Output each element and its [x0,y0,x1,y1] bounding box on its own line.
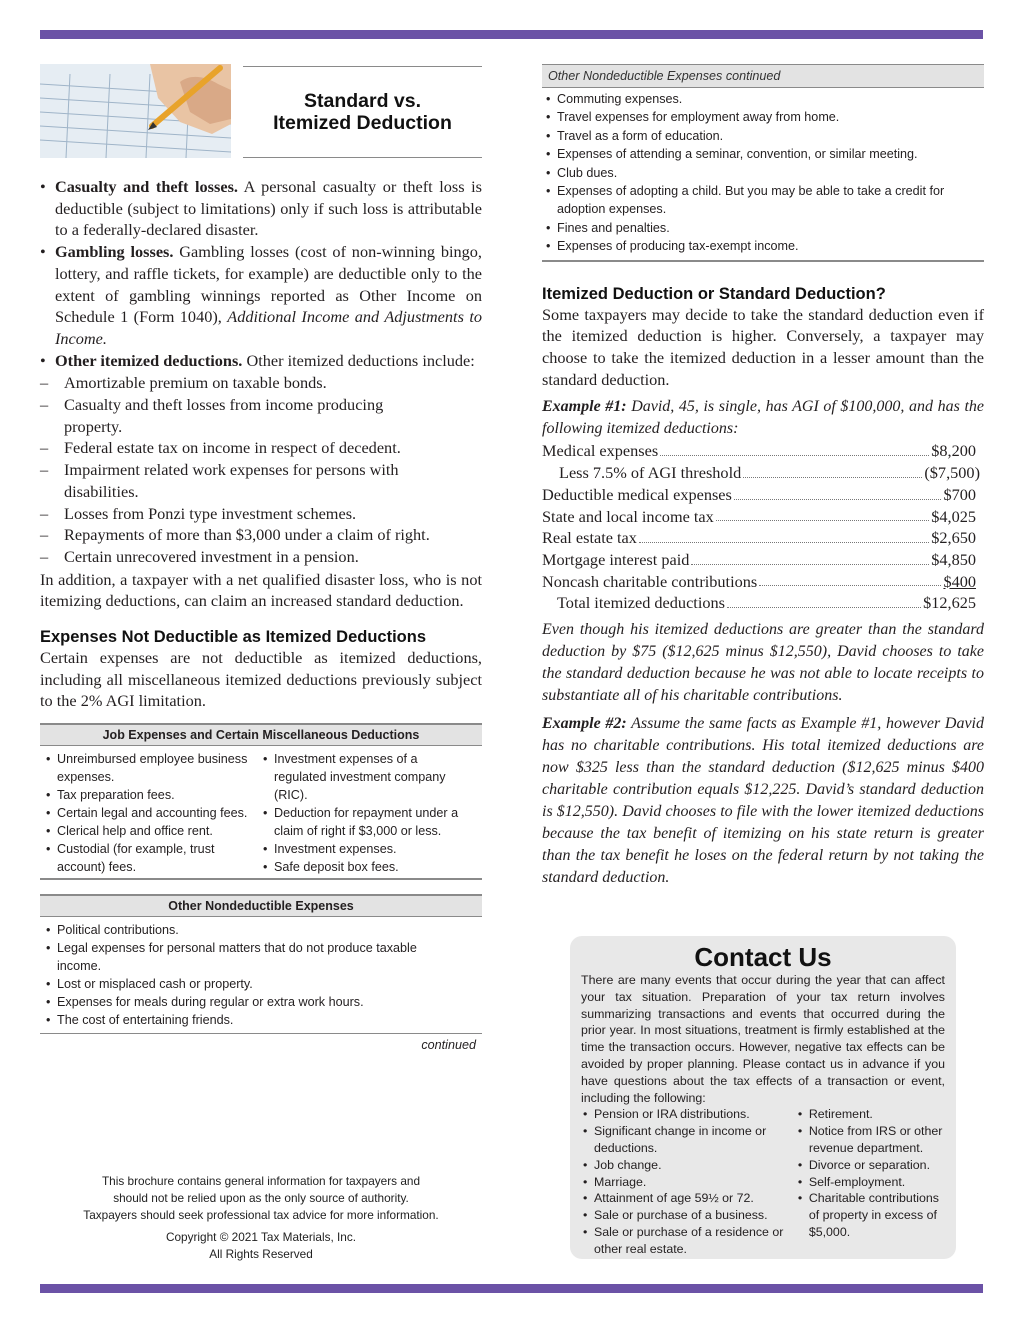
bullet-casualty [40,176,482,241]
list-item: • Expenses of producing tax-exempt income. [544,237,982,255]
not-deductible-heading: Expenses Not Deductible as Itemized Deductions [40,628,427,647]
leader-dots [639,527,929,543]
pencil-form-illustration [40,64,231,158]
not-deductible-paragraph: Certain expenses are not deductible as itemized deductions, including all miscellaneous itemized deductions previously subject to the 2% AGI limitation. [40,648,482,711]
list-item: • Investment expenses of a regulated investment company (RIC). [261,750,451,804]
figure-row [542,549,976,571]
list-item: • Tax preparation fees. [44,786,261,804]
list-item: • Expenses for meals during regular or extra work hours. [44,993,478,1011]
figures-table [542,440,980,614]
leader-dots [660,440,929,456]
continued-list [544,90,982,256]
figure-label: Real estate tax [542,528,637,548]
list-item: – Casualty and theft losses from income producing property. [40,394,440,437]
figure-label: Medical expenses [542,441,659,461]
list-item: • Safe deposit box fees. [261,858,478,876]
list-item: – Impairment related work expenses for persons with disabilities. [40,459,460,502]
figure-row [542,527,976,549]
figure-value: $700 [943,484,976,504]
list-item: • Sale or purchase of a residence or other real estate. [581,1224,786,1258]
figure-label: Less 7.5% of AGI threshold [559,463,742,483]
list-item: • Travel as a form of education. [544,127,982,145]
disclaimer-line-3: Taxpayers should seek professional tax advice for more information. [83,1208,439,1222]
header-rule-bottom [243,157,482,158]
disclaimer-line-2: should not be relied upon as the only source of authority. [113,1191,409,1205]
list-item: • Club dues. [544,164,982,182]
list-item: • Expenses of attending a seminar, convention, or similar meeting. [544,145,982,163]
example-1-text: David, 45, is single, has AGI of $100,000, and has the following itemized deductions: [542,398,984,438]
list-item: • Self-employment. [796,1174,945,1191]
figure-label: Total itemized deductions [557,593,725,613]
list-item: • Marriage. [581,1174,796,1191]
top-accent-bar [40,30,983,39]
list-item: – Amortizable premium on taxable bonds. [40,372,482,394]
disclaimer-line-1: This brochure contains general information for taxpayers and [101,1174,421,1188]
job-expenses-box-title: Job Expenses and Certain Miscellaneous Deductions [40,725,482,746]
copyright [40,1229,482,1263]
contact-us-box [570,936,956,1259]
list-item: • Expenses of adopting a child. But you may be able to take a credit for adoption expenses. [544,182,974,219]
job-expenses-box-body [40,746,482,878]
list-item: • Custodial (for example, trust account) fees. [44,840,234,876]
deduction-bullets [40,176,482,371]
figure-value: ($7,500) [924,463,980,483]
leader-dots [743,462,922,478]
page-title-line-2: Itemized Deduction [273,112,452,134]
bullet-gambling-label: Gambling losses. [55,242,174,262]
pencil-form-image [40,64,231,158]
list-item: – Certain unrecovered investment in a pension. [40,546,482,568]
leader-dots [716,506,929,522]
list-item: • Unreimbursed employee business expenses. [44,750,249,786]
job-expenses-col-2 [261,750,478,876]
continued-label: continued [40,1033,482,1056]
bottom-accent-bar [40,1284,983,1293]
example-2-label: Example #2: [542,715,627,733]
list-item: • Pension or IRA distributions. [581,1106,796,1123]
bullet-casualty-label: Casualty and theft losses. [55,177,238,196]
other-nondeductible-box [40,894,482,1056]
list-item: • Sale or purchase of a business. [581,1207,796,1224]
leader-dots [691,549,929,565]
bullet-other-label: Other itemized deductions. [55,350,243,370]
list-item: • Divorce or separation. [796,1157,945,1174]
page-header [40,64,482,159]
job-expenses-col-1 [44,750,261,876]
other-nondeductible-list [44,921,478,1029]
continued-box-body [542,88,984,260]
figure-row [542,440,976,462]
leader-dots [759,571,941,587]
leader-dots [734,484,942,500]
page-title-line-1: Standard vs. [303,90,422,112]
figure-value: $4,025 [931,506,976,526]
right-column [542,64,984,889]
list-item: • Lost or misplaced cash or property. [44,975,478,993]
bullet-other-text: Other itemized deductions include: [242,350,475,370]
figure-value: $8,200 [931,441,976,461]
list-item: • Retirement. [796,1106,945,1123]
example-1 [542,396,984,440]
list-item: • Deduction for repayment under a claim of right if $3,000 or less. [261,804,478,840]
list-item: • Clerical help and office rent. [44,822,261,840]
figure-value: $400 [943,571,976,591]
figure-label: Mortgage interest paid [542,549,690,569]
list-item: • Certain legal and accounting fees. [44,804,261,822]
example-1-label: Example #1: [542,398,627,416]
figure-value: $2,650 [931,528,976,548]
continued-box-title: Other Nondeductible Expenses continued [542,64,984,88]
continued-box [542,64,984,262]
figure-row [542,571,976,593]
figure-label: State and local income tax [542,506,714,526]
figure-row [542,506,976,528]
figure-value: $4,850 [931,549,976,569]
figure-row-total [542,592,976,614]
list-item: • Travel expenses for employment away from home. [544,108,982,126]
rights-line: All Rights Reserved [209,1247,313,1261]
figure-value: $12,625 [923,593,976,613]
list-item: – Federal estate tax on income in respect of decedent. [40,437,482,459]
example-2 [542,713,984,889]
list-item: – Repayments of more than $3,000 under a claim of right. [40,524,482,546]
bullet-casualty-text: A personal casualty or theft loss is deductible (subject to limitations) only if such loss is attributable to a federally-declared disaster. [55,177,482,240]
list-item: • Commuting expenses. [544,90,982,108]
contact-text: There are many events that occur during the year that can affect your tax situation. Preparation of your tax return involves summarizing transactions and events that occurred during the prior year. In most situations, treatment is firmly established at the time the transaction occurs. However, negative tax effects can be avoided by proper planning. Please contact us in advance if you have questions about the tax effects of a transaction or event, including the following: [581,973,945,1105]
list-item: • The cost of entertaining friends. [44,1011,478,1029]
list-item: • Fines and penalties. [544,219,982,237]
other-nondeductible-box-body [40,917,482,1031]
leader-dots [727,592,921,608]
bullet-gambling-text: Gambling losses (cost of non-winning bingo, lottery, and raffle tickets, for example) are deductible only to the extent of gambling winnings reported as Other Income on Schedule 1 (Form 1040), [55,242,482,327]
copyright-line: Copyright © 2021 Tax Materials, Inc. [165,1230,357,1244]
list-item: • Job change. [581,1157,796,1174]
list-item: • Significant change in income or deductions. [581,1123,781,1157]
contact-events [581,1106,945,1257]
bullet-gambling [40,241,482,350]
list-item: • Investment expenses. [261,840,478,858]
header-rule-top [243,66,482,67]
figure-label: Deductible medical expenses [542,484,732,504]
contact-events-col-2 [796,1106,945,1257]
example-2-text: Assume the same facts as Example #1, however David has no charitable contributions. His total itemized deductions are now $325 less than the standard deduction ($12,625 minus $400 charitable contribution equals $12,225. David’s standard deduction is $12,550). David chooses to file with the lower itemized deductions because the tax benefit of itemizing on his state return is greater than the tax benefit he loses on the federal return by not taking the standard deduction. [542,715,984,887]
choice-paragraph: Some taxpayers may decide to take the standard deduction even if the itemized deduction is higher. Conversely, a taxpayer may choose to take the itemized deduction in a lesser amount than the standard deduction. [542,304,984,389]
list-item: • Political contributions. [44,921,478,939]
contact-title: Contact Us [694,942,832,972]
list-item: – Losses from Ponzi type investment schemes. [40,503,482,525]
list-item: • Legal expenses for personal matters that do not produce taxable income. [44,939,464,975]
page-title [243,90,482,134]
bullet-other [40,350,482,372]
example-1-conclusion: Even though his itemized deductions are greater than the standard deduction by $75 ($12,625 minus $12,550), David chooses to take the standard deduction because he was not able to locate receipts to substantiate all of his charitable contributions. [542,621,984,705]
disaster-loss-paragraph: In addition, a taxpayer with a net qualified disaster loss, who is not itemizing deductions, can claim an increased standard deduction. [40,569,482,611]
contact-events-col-1 [581,1106,796,1257]
list-item: • Notice from IRS or other revenue department. [796,1123,945,1157]
choice-heading: Itemized Deduction or Standard Deduction? [542,284,886,303]
figure-label: Noncash charitable contributions [542,571,758,591]
bullet-gambling-italic: Additional Income and Adjustments to Income. [55,307,482,348]
figure-row [542,462,980,484]
job-expenses-box [40,723,482,880]
other-nondeductible-box-title: Other Nondeductible Expenses [40,896,482,917]
left-column [40,64,482,1056]
list-item: • Charitable contributions of property in excess of $5,000. [796,1190,941,1240]
disclaimer [40,1173,482,1224]
figure-row [542,484,976,506]
other-itemized-list [40,372,482,567]
list-item: • Attainment of age 59½ or 72. [581,1190,796,1207]
